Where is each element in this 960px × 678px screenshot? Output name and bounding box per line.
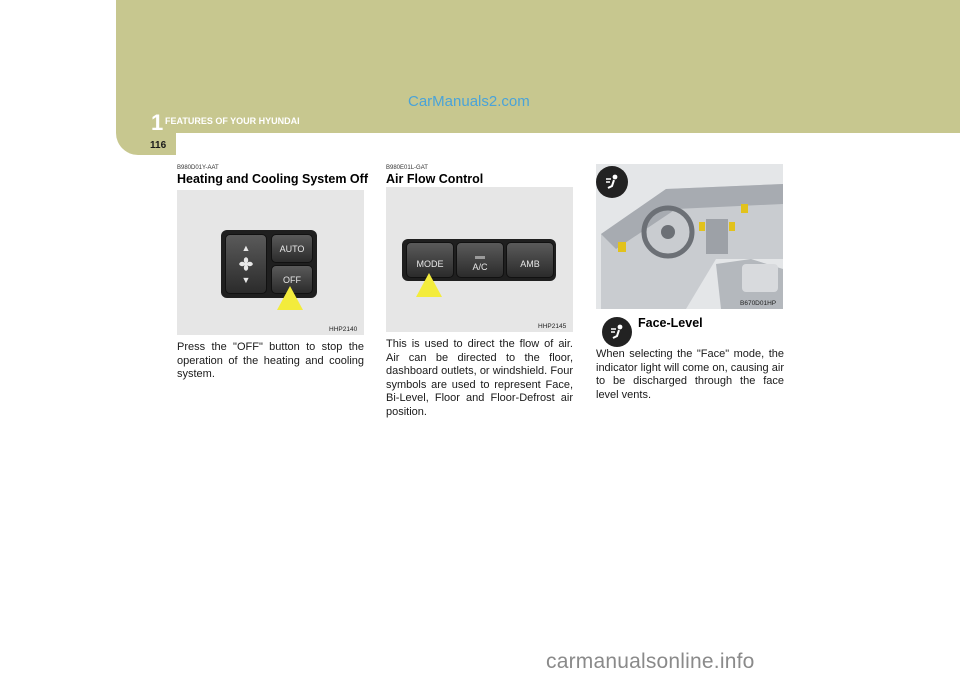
section-heading: Heating and Cooling System Off — [177, 172, 368, 186]
section-code: B980D01Y-AAT — [177, 165, 219, 171]
page-number: 116 — [150, 140, 167, 151]
footer-watermark-link[interactable]: carmanualsonline.info — [546, 650, 755, 673]
image-caption: HHP2145 — [538, 323, 567, 330]
section-heading: Face-Level — [638, 316, 703, 330]
image-caption: B670D01HP — [740, 300, 777, 307]
face-level-icon — [602, 317, 632, 347]
chapter-number: 1 — [151, 110, 164, 135]
watermark-link[interactable]: CarManuals2.com — [408, 93, 530, 110]
header-band — [116, 0, 960, 133]
fan-icon — [239, 257, 253, 271]
auto-button: AUTO — [271, 234, 313, 263]
ac-button-label: A/C — [472, 262, 488, 272]
section-code: B980E01L-GAT — [386, 165, 428, 171]
indicator-light — [475, 256, 485, 259]
off-button-illustration — [177, 190, 364, 335]
amb-button: AMB — [506, 242, 554, 278]
down-arrow-icon: ▼ — [241, 275, 251, 285]
section-body: When selecting the "Face" mode, the indicator light will come on, causing air to be discharged through the face level vents. — [596, 348, 784, 401]
section-heading: Air Flow Control — [386, 172, 484, 186]
image-caption: HHP2140 — [329, 326, 358, 333]
dashboard-illustration — [596, 164, 783, 309]
face-vent-icon — [596, 166, 628, 198]
ac-button — [456, 242, 504, 278]
pointer-arrow-icon — [277, 286, 303, 310]
air-flow-button-illustration — [386, 187, 573, 332]
off-button: OFF — [271, 265, 313, 294]
up-arrow-icon: ▲ — [241, 243, 251, 253]
fan-speed-button — [225, 234, 267, 294]
mode-button: MODE — [406, 242, 454, 278]
section-body: Press the "OFF" button to stop the operation of the heating and cooling system. — [177, 341, 364, 380]
header-tab — [116, 133, 176, 155]
chapter-title: FEATURES OF YOUR HYUNDAI — [165, 116, 300, 126]
section-body: This is used to direct the flow of air. Air can be directed to the floor, dashboard outlets, or windshield. Four symbols are used to represent Face, Bi-Level, Floor and Floor-Defrost air position. — [386, 338, 573, 418]
pointer-arrow-icon — [416, 273, 442, 297]
